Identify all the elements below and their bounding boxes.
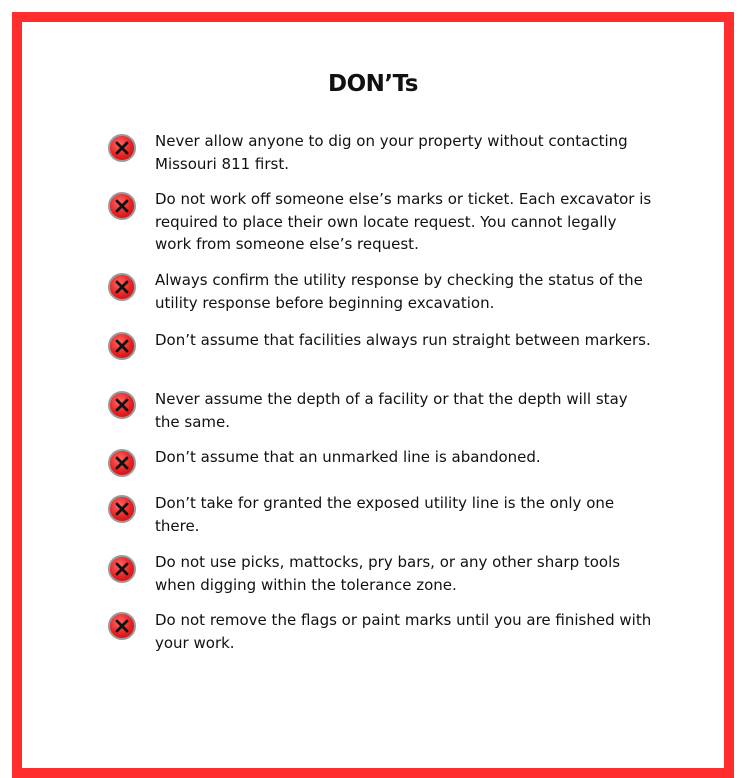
list-item-text: Don’t assume that facilities always run straight between markers. [155,331,651,349]
list-item-text: Always confirm the utility response by checking the status of the utility response before beginning excavation. [155,271,643,312]
list-item-text: Never allow anyone to dig on your property without contacting Missouri 811 first. [155,132,628,173]
x-circle-icon [108,192,136,220]
list-item-text: Do not work off someone else’s marks or ticket. Each excavator is required to place their own locate request. You cannot legally work from someone else’s request. [155,190,652,253]
x-circle-icon [108,391,136,419]
list-item-text: Do not remove the flags or paint marks until you are finished with your work. [155,611,652,652]
page-title: DON’Ts [328,71,418,97]
x-circle-icon [108,612,136,640]
x-circle-icon [108,332,136,360]
list-item-text: Don’t take for granted the exposed utility line is the only one there. [155,494,615,535]
x-circle-icon [108,449,136,477]
x-circle-icon [108,273,136,301]
x-circle-icon [108,495,136,523]
x-circle-icon [108,134,136,162]
red-border-frame [12,12,734,778]
list-item-text: Never assume the depth of a facility or that the depth will stay the same. [155,390,628,431]
list-item-text: Do not use picks, mattocks, pry bars, or any other sharp tools when digging within the tolerance zone. [155,553,621,594]
list-item-text: Don’t assume that an unmarked line is abandoned. [155,448,541,466]
x-circle-icon [108,555,136,583]
